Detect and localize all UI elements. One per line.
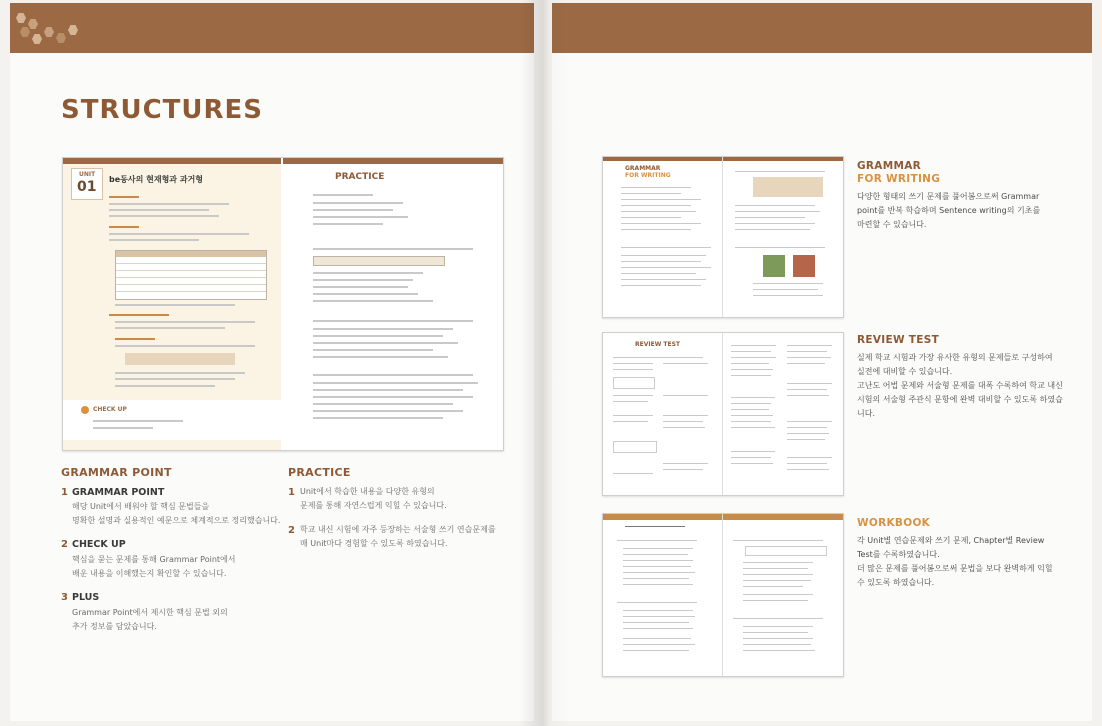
text-line (743, 638, 813, 639)
text-line (743, 568, 808, 569)
text-line (313, 328, 453, 330)
item-number: 2 (61, 539, 68, 550)
item-number: 2 (288, 525, 295, 536)
text-line (109, 203, 229, 205)
text-line (313, 202, 403, 204)
text-line (663, 469, 703, 470)
text-line (313, 223, 383, 225)
review-test-thumbnail (602, 332, 844, 496)
text-line (623, 566, 691, 567)
text-line (613, 415, 653, 416)
text-line (787, 345, 832, 346)
word-box (313, 256, 445, 266)
text-line (621, 223, 701, 224)
section-text: 실제 학교 시험과 가장 유사한 유형의 문제들로 구성하여 (857, 353, 1053, 362)
table-row (116, 285, 266, 292)
illustration (763, 255, 785, 277)
thumb-right-page (723, 333, 843, 495)
text-line (313, 356, 448, 358)
text-line (743, 594, 813, 595)
section-text: 시험의 서술형 주관식 문항에 완벽 대비할 수 있도록 하였습 (857, 395, 1063, 404)
text-line (623, 622, 689, 623)
text-line (735, 171, 825, 172)
text-line (109, 239, 199, 241)
text-line (115, 345, 255, 347)
text-line (663, 363, 708, 364)
section-text: Test를 수록하였습니다. (857, 550, 940, 559)
text-line (753, 289, 818, 290)
text-line (743, 650, 815, 651)
table-row (116, 264, 266, 271)
text-line (731, 457, 771, 458)
item-text: 학교 내신 시험에 자주 등장하는 서술형 쓰기 연습문제를 (300, 525, 496, 534)
text-line (621, 187, 691, 188)
section-text: 마련할 수 있습니다. (857, 220, 927, 229)
text-line (623, 644, 695, 645)
item-title-grammar-point: GRAMMAR POINT (72, 487, 165, 498)
table-row (116, 271, 266, 278)
text-line (115, 372, 245, 374)
text-line (623, 638, 691, 639)
text-line (623, 628, 693, 629)
text-line (663, 463, 708, 464)
text-line (743, 580, 811, 581)
text-line (663, 421, 703, 422)
text-line (731, 375, 771, 376)
text-line (115, 321, 255, 323)
section-text: 수 있도록 하였습니다. (857, 578, 935, 587)
item-text: Unit에서 학습한 내용을 다양한 유형의 (300, 487, 435, 496)
header-band (552, 3, 1092, 53)
item-text: 매 Unit마다 경험할 수 있도록 하였습니다. (300, 539, 448, 548)
text-line (313, 279, 413, 281)
thumb-band (603, 157, 722, 161)
text-line (621, 255, 706, 256)
text-line (621, 285, 701, 286)
section-text: 실전에 대비할 수 있습니다. (857, 367, 953, 376)
text-line (313, 396, 473, 398)
text-line (613, 395, 653, 396)
text-line (313, 209, 393, 211)
text-line (787, 363, 825, 364)
thumb-band (63, 158, 281, 164)
text-line (613, 357, 703, 358)
text-line (93, 427, 153, 429)
section-text: 고난도 어법 문제와 서술형 문제를 대폭 수록하여 학교 내신 (857, 381, 1063, 390)
text-line (731, 421, 771, 422)
text-line (109, 215, 219, 217)
grammar-table (115, 250, 267, 300)
answer-box (613, 441, 657, 453)
text-line (731, 345, 776, 346)
text-line (743, 562, 813, 563)
workbook-heading: WORKBOOK (857, 517, 931, 529)
text-line (613, 473, 653, 474)
text-line (787, 433, 829, 434)
text-line (743, 586, 803, 587)
text-line (733, 540, 823, 541)
text-line (621, 193, 681, 194)
thumb-title: REVIEW TEST (635, 341, 681, 348)
text-line (313, 272, 423, 274)
answer-box (613, 377, 655, 389)
text-line (787, 439, 825, 440)
text-line (109, 226, 139, 228)
text-line (787, 457, 832, 458)
unit-label: UNIT (79, 171, 96, 178)
text-line (621, 229, 691, 230)
text-line (731, 357, 776, 358)
text-line (753, 295, 823, 296)
text-line (613, 401, 648, 402)
text-line (625, 526, 685, 527)
text-line (613, 369, 653, 370)
check-up-label: CHECK UP (93, 406, 127, 413)
grammar-table (753, 177, 823, 197)
unit-box (71, 168, 103, 200)
text-line (753, 283, 823, 284)
item-number: 1 (61, 487, 68, 498)
text-line (115, 378, 235, 380)
item-text: 핵심을 묻는 문제를 통해 Grammar Point에서 (72, 555, 236, 564)
thumb-right-page (283, 158, 503, 450)
text-line (621, 205, 691, 206)
text-line (731, 363, 769, 364)
text-line (731, 451, 775, 452)
text-line (623, 548, 693, 549)
text-line (731, 351, 771, 352)
workbook-thumbnail (602, 513, 844, 677)
text-line (743, 644, 811, 645)
text-line (313, 320, 473, 322)
item-title-check-up: CHECK UP (72, 539, 126, 550)
word-box (745, 546, 827, 556)
text-line (621, 267, 711, 268)
table-row (116, 278, 266, 285)
item-title-plus: PLUS (72, 592, 100, 603)
text-line (623, 572, 695, 573)
text-line (621, 211, 696, 212)
text-line (115, 304, 235, 306)
text-line (735, 211, 820, 212)
review-test-heading: REVIEW TEST (857, 334, 940, 346)
text-line (621, 273, 696, 274)
text-line (313, 342, 458, 344)
text-line (93, 420, 183, 422)
left-page (10, 3, 534, 721)
text-line (313, 194, 373, 196)
thumb-left-page (603, 333, 723, 495)
text-line (313, 403, 453, 405)
grammar-for-writing-heading: GRAMMAR (857, 160, 922, 172)
text-line (617, 602, 697, 603)
section-text: 다양한 형태의 쓰기 문제를 풀어봄으로써 Grammar (857, 192, 1040, 201)
text-line (313, 374, 473, 376)
thumb-right-page (723, 514, 843, 676)
text-line (743, 574, 813, 575)
text-line (613, 363, 653, 364)
text-line (623, 610, 693, 611)
text-line (313, 382, 478, 384)
book-gutter (520, 0, 570, 726)
text-line (733, 618, 823, 619)
text-line (663, 395, 708, 396)
grammar-point-thumbnail (62, 157, 504, 451)
practice-heading: PRACTICE (288, 466, 351, 479)
thumb-left-page (63, 158, 281, 450)
section-text: point를 반복 학습하며 Sentence writing의 기초를 (857, 206, 1041, 215)
thumb-band (723, 157, 843, 161)
text-line (621, 261, 701, 262)
grammar-point-heading: GRAMMAR POINT (61, 466, 172, 479)
check-up-icon (81, 406, 89, 414)
text-line (613, 421, 648, 422)
text-line (787, 383, 832, 384)
check-up-box (63, 400, 281, 440)
thumb-band (283, 158, 503, 164)
text-line (313, 389, 463, 391)
text-line (743, 632, 808, 633)
practice-title: PRACTICE (335, 172, 385, 182)
text-line (313, 248, 473, 250)
text-line (735, 229, 810, 230)
text-line (735, 247, 825, 248)
text-line (787, 389, 827, 390)
thumb-right-page (723, 157, 843, 317)
text-line (109, 196, 139, 198)
text-line (623, 616, 695, 617)
text-line (115, 327, 225, 329)
text-line (109, 209, 209, 211)
unit-number: 01 (77, 179, 97, 195)
text-line (623, 554, 688, 555)
text-line (623, 578, 689, 579)
text-line (313, 417, 443, 419)
text-line (735, 205, 815, 206)
thumb-band (603, 514, 722, 520)
highlight-box (125, 353, 235, 365)
text-line (731, 427, 775, 428)
text-line (731, 409, 769, 410)
text-line (623, 584, 693, 585)
item-number: 1 (288, 487, 295, 498)
text-line (787, 421, 832, 422)
text-line (623, 560, 693, 561)
text-line (743, 626, 813, 627)
text-line (621, 217, 681, 218)
item-number: 3 (61, 592, 68, 603)
thumb-subtitle: FOR WRITING (625, 172, 671, 179)
text-line (787, 469, 829, 470)
text-line (621, 279, 706, 280)
text-line (115, 385, 215, 387)
item-text: 추가 정보를 담았습니다. (72, 622, 157, 631)
right-page (552, 3, 1092, 721)
text-line (663, 427, 705, 428)
unit-title: be동사의 현재형과 과거형 (109, 175, 204, 184)
text-line (313, 293, 418, 295)
text-line (735, 217, 805, 218)
item-text: 해당 Unit에서 배워야 할 핵심 문법들을 (72, 502, 210, 511)
section-text: 니다. (857, 409, 875, 418)
text-line (787, 427, 827, 428)
item-text: 문제를 통해 자연스럽게 익힐 수 있습니다. (300, 501, 447, 510)
text-line (313, 286, 408, 288)
text-line (313, 335, 443, 337)
item-text: Grammar Point에서 제시한 핵심 문법 외의 (72, 608, 228, 617)
text-line (313, 300, 433, 302)
text-line (787, 357, 831, 358)
text-line (115, 338, 155, 340)
text-line (731, 403, 771, 404)
text-line (743, 600, 808, 601)
thumb-band (723, 514, 843, 520)
item-text: 배운 내용을 이해했는지 확인할 수 있습니다. (72, 569, 227, 578)
text-line (623, 650, 689, 651)
text-line (313, 410, 463, 412)
grammar-for-writing-subheading: FOR WRITING (857, 173, 941, 185)
text-line (109, 314, 169, 316)
text-line (109, 233, 249, 235)
grammar-for-writing-thumbnail (602, 156, 844, 318)
item-text: 명확한 설명과 실용적인 예문으로 체계적으로 정리했습니다. (72, 516, 281, 525)
text-line (731, 397, 775, 398)
text-line (787, 463, 827, 464)
text-line (617, 540, 697, 541)
thumb-left-page (603, 514, 723, 676)
text-line (731, 463, 773, 464)
header-band (10, 3, 534, 53)
text-line (731, 415, 773, 416)
text-line (787, 395, 829, 396)
text-line (735, 223, 815, 224)
text-line (731, 369, 773, 370)
section-text: 각 Unit별 연습문제와 쓰기 문제, Chapter별 Review (857, 536, 1045, 545)
thumb-title: GRAMMAR (625, 165, 661, 172)
text-line (313, 216, 408, 218)
thumb-left-page (603, 157, 723, 317)
text-line (621, 247, 711, 248)
table-row (116, 257, 266, 264)
text-line (663, 415, 708, 416)
text-line (313, 349, 433, 351)
text-line (787, 351, 827, 352)
page-title: STRUCTURES (61, 95, 264, 125)
illustration (793, 255, 815, 277)
section-text: 더 많은 문제를 풀어봄으로써 문법을 보다 완벽하게 익힐 (857, 564, 1053, 573)
text-line (621, 199, 701, 200)
